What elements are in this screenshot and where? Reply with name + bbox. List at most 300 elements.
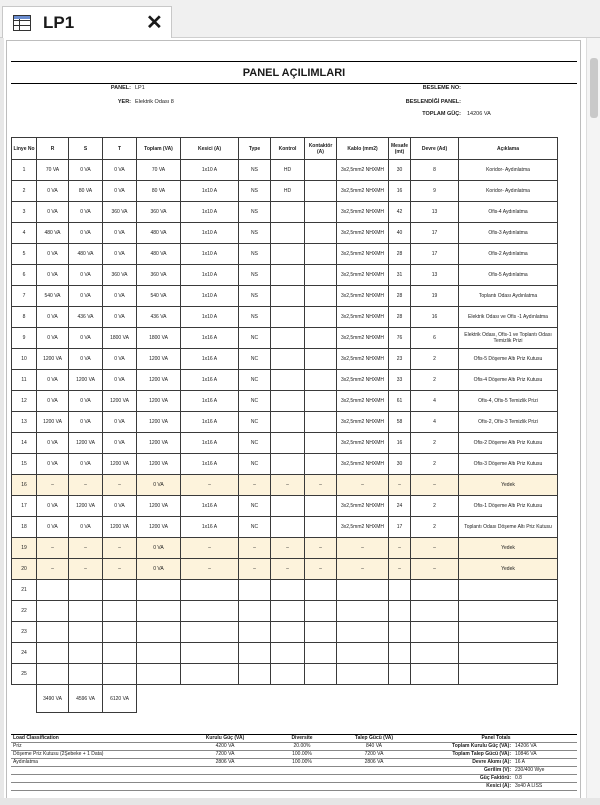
load-cell-plabel: Gerilim (V):	[415, 767, 513, 775]
tab-lp1[interactable]	[2, 6, 172, 38]
cell-kk	[305, 223, 337, 244]
cell-r: 0 VA	[37, 433, 69, 454]
cell-kon: HD	[271, 181, 305, 202]
cell-kon	[271, 664, 305, 685]
cell-kon	[271, 601, 305, 622]
cell-top: 1200 VA	[137, 496, 181, 517]
cell-top: 0 VA	[137, 559, 181, 580]
cell-top: 80 VA	[137, 181, 181, 202]
cell-mes: 28	[389, 307, 411, 328]
cell-r: 0 VA	[37, 244, 69, 265]
cell-dev: 17	[411, 244, 459, 265]
toplam-value: 14206 VA	[467, 111, 491, 117]
cell-kon	[271, 223, 305, 244]
cell-kon	[271, 286, 305, 307]
cell-mes: 17	[389, 517, 411, 538]
cell-t: 1200 VA	[103, 391, 137, 412]
cell-mes: 16	[389, 181, 411, 202]
table-row[interactable]	[12, 622, 558, 643]
cell-s: 480 VA	[69, 244, 103, 265]
cell-t: 0 VA	[103, 496, 137, 517]
cell-ac: Koridor- Aydınlatma	[459, 160, 558, 181]
cell-no: 15	[12, 454, 37, 475]
load-cell-tal	[333, 783, 415, 791]
tab-bar	[0, 0, 600, 38]
cell-dev: –	[411, 475, 459, 496]
cell-ac: Ofis-3 Döşeme Altı Priz Kutusu	[459, 454, 558, 475]
cell-top: 480 VA	[137, 223, 181, 244]
cell-ac: Toplantı Odası Döşeme Altı Priz Kutusu	[459, 517, 558, 538]
cell-type: NC	[239, 517, 271, 538]
cell-kon: –	[271, 475, 305, 496]
cell-kab: 3x2,5mm2 NHXMH	[337, 160, 389, 181]
cell-dev: 4	[411, 391, 459, 412]
cell-s: 0 VA	[69, 412, 103, 433]
table-row[interactable]	[12, 454, 558, 475]
cell-kes	[181, 643, 239, 664]
cell-ac: Ofis-2 Aydınlatma	[459, 244, 558, 265]
cell-mes	[389, 622, 411, 643]
cell-no: 5	[12, 244, 37, 265]
cell-kab: 3x2,5mm2 NHXMH	[337, 412, 389, 433]
cell-r: –	[37, 559, 69, 580]
cell-ac: Ofis-4 Aydınlatma	[459, 202, 558, 223]
cell-top: 1200 VA	[137, 370, 181, 391]
cell-s: 0 VA	[69, 202, 103, 223]
cell-no: 3	[12, 202, 37, 223]
load-cell-name	[11, 775, 179, 783]
cell-kon	[271, 622, 305, 643]
cell-dev: 2	[411, 496, 459, 517]
cell-r: 0 VA	[37, 454, 69, 475]
cell-kab: 3x2,5mm2 NHXMH	[337, 391, 389, 412]
cell-kes	[181, 580, 239, 601]
total-s: 4596 VA	[69, 685, 103, 713]
load-row	[11, 783, 577, 791]
col-header: Toplam (VA)	[137, 138, 181, 160]
cell-dev	[411, 601, 459, 622]
cell-t: 0 VA	[103, 349, 137, 370]
load-cell-name	[11, 767, 179, 775]
cell-kab: 3x2,5mm2 NHXMH	[337, 223, 389, 244]
vertical-scrollbar[interactable]	[586, 38, 600, 798]
cell-type	[239, 643, 271, 664]
cell-kes: 1x16 A	[181, 328, 239, 349]
cell-kab	[337, 664, 389, 685]
load-cell-plabel: Kesici (A):	[415, 783, 513, 791]
yer-label: YER:	[117, 99, 131, 105]
cell-type: –	[239, 559, 271, 580]
cell-kon	[271, 643, 305, 664]
cell-dev: –	[411, 559, 459, 580]
load-cell-kur	[179, 783, 271, 791]
cell-type	[239, 622, 271, 643]
table-row[interactable]	[12, 223, 558, 244]
cell-kk	[305, 496, 337, 517]
yer-value: Elektrik Odası 8	[135, 99, 174, 105]
cell-kab: 3x2,5mm2 NHXMH	[337, 265, 389, 286]
cell-kes: 1x10 A	[181, 286, 239, 307]
cell-r: 0 VA	[37, 370, 69, 391]
cell-kk	[305, 265, 337, 286]
table-row[interactable]	[12, 370, 558, 391]
cell-ac: Koridor- Aydınlatma	[459, 181, 558, 202]
cell-ac	[459, 580, 558, 601]
table-icon	[13, 15, 31, 31]
cell-mes: –	[389, 559, 411, 580]
cell-mes: 31	[389, 265, 411, 286]
cell-no: 13	[12, 412, 37, 433]
table-header	[12, 138, 558, 160]
cell-kab: –	[337, 475, 389, 496]
table-row[interactable]	[12, 286, 558, 307]
table-row[interactable]	[12, 496, 558, 517]
cell-no: 11	[12, 370, 37, 391]
table-row[interactable]	[12, 328, 558, 349]
cell-top: 1200 VA	[137, 454, 181, 475]
cell-kk	[305, 433, 337, 454]
panel-schedule-table	[11, 137, 558, 713]
table-row[interactable]	[12, 601, 558, 622]
table-row[interactable]	[12, 475, 558, 496]
cell-dev: 4	[411, 412, 459, 433]
cell-ac	[459, 622, 558, 643]
cell-ac: Toplantı Odası Aydınlatma	[459, 286, 558, 307]
cell-kk	[305, 580, 337, 601]
cell-mes: 28	[389, 286, 411, 307]
cell-dev: 8	[411, 160, 459, 181]
cell-no: 19	[12, 538, 37, 559]
cell-top	[137, 580, 181, 601]
cell-mes: 28	[389, 244, 411, 265]
cell-kab: 3x2,5mm2 NHXMH	[337, 286, 389, 307]
cell-kk	[305, 349, 337, 370]
total-r: 3490 VA	[37, 685, 69, 713]
cell-ac: Ofis-5 Aydınlatma	[459, 265, 558, 286]
cell-kes: 1x16 A	[181, 496, 239, 517]
cell-mes: 24	[389, 496, 411, 517]
cell-ac: Yedek	[459, 538, 558, 559]
cell-no: 1	[12, 160, 37, 181]
load-cell-div: 20.00%	[271, 743, 333, 751]
cell-kab: 3x2,5mm2 NHXMH	[337, 349, 389, 370]
cell-top	[137, 643, 181, 664]
load-header: Diversite	[271, 735, 333, 743]
load-cell-plabel: Toplam Kurulu Güç (VA):	[415, 743, 513, 751]
toplam-label: TOPLAM GÜÇ:	[422, 111, 461, 117]
cell-no: 21	[12, 580, 37, 601]
cell-kes: 1x16 A	[181, 454, 239, 475]
cell-kab	[337, 643, 389, 664]
table-row[interactable]	[12, 412, 558, 433]
cell-no: 24	[12, 643, 37, 664]
cell-kk	[305, 370, 337, 391]
cell-s: –	[69, 475, 103, 496]
cell-no: 23	[12, 622, 37, 643]
cell-t	[103, 622, 137, 643]
load-row	[11, 775, 577, 783]
cell-kab: –	[337, 559, 389, 580]
cell-kon: –	[271, 538, 305, 559]
cell-r: 70 VA	[37, 160, 69, 181]
cell-mes: 30	[389, 160, 411, 181]
load-cell-pval: 10846 VA	[513, 751, 577, 759]
cell-t: 0 VA	[103, 286, 137, 307]
load-cell-tal: 7200 VA	[333, 751, 415, 759]
cell-kes	[181, 664, 239, 685]
cell-mes: 40	[389, 223, 411, 244]
load-cell-kur: 7200 VA	[179, 751, 271, 759]
cell-r: 0 VA	[37, 181, 69, 202]
cell-no: 25	[12, 664, 37, 685]
cell-t: 1200 VA	[103, 517, 137, 538]
cell-top: 436 VA	[137, 307, 181, 328]
cell-no: 4	[12, 223, 37, 244]
cell-kon	[271, 307, 305, 328]
cell-r: 540 VA	[37, 286, 69, 307]
cell-mes	[389, 601, 411, 622]
table-row[interactable]	[12, 433, 558, 454]
cell-kk	[305, 601, 337, 622]
cell-no: 10	[12, 349, 37, 370]
load-cell-div	[271, 767, 333, 775]
panel-value: LP1	[135, 85, 145, 91]
cell-dev: 2	[411, 517, 459, 538]
cell-t: 1800 VA	[103, 328, 137, 349]
cell-top: 70 VA	[137, 160, 181, 181]
cell-no: 2	[12, 181, 37, 202]
cell-s: 436 VA	[69, 307, 103, 328]
load-cell-pval: 14206 VA	[513, 743, 577, 751]
cell-kes: 1x16 A	[181, 412, 239, 433]
cell-t: 360 VA	[103, 202, 137, 223]
cell-no: 6	[12, 265, 37, 286]
cell-kab: 3x2,5mm2 NHXMH	[337, 433, 389, 454]
scroll-thumb[interactable]	[590, 58, 598, 118]
cell-r: 0 VA	[37, 265, 69, 286]
cell-r: 0 VA	[37, 517, 69, 538]
cell-t	[103, 601, 137, 622]
cell-dev: 9	[411, 181, 459, 202]
cell-mes: 58	[389, 412, 411, 433]
cell-top: 0 VA	[137, 538, 181, 559]
cell-s: –	[69, 538, 103, 559]
cell-kk	[305, 202, 337, 223]
cell-t: 0 VA	[103, 307, 137, 328]
cell-ac: Elektrik Odası, Ofis-1 ve Toplantı Odası Temizlik Prizi	[459, 328, 558, 349]
cell-s: 1200 VA	[69, 433, 103, 454]
load-cell-name: Döşeme Priz Kutusu (2Şebeke + 1 Data)	[11, 751, 179, 759]
cell-kon: –	[271, 559, 305, 580]
cell-t: 1200 VA	[103, 454, 137, 475]
cell-kes: 1x10 A	[181, 265, 239, 286]
load-header: Kurulu Güç (VA)	[179, 735, 271, 743]
cell-dev	[411, 622, 459, 643]
cell-t	[103, 580, 137, 601]
cell-no: 18	[12, 517, 37, 538]
table-row[interactable]	[12, 664, 558, 685]
cell-type: NS	[239, 202, 271, 223]
cell-dev: 6	[411, 328, 459, 349]
tab-title: LP1	[43, 13, 75, 32]
cell-kab	[337, 601, 389, 622]
cell-kk	[305, 454, 337, 475]
cell-kes: 1x16 A	[181, 349, 239, 370]
load-cell-div: 100.00%	[271, 759, 333, 767]
cell-dev: 2	[411, 433, 459, 454]
cell-s	[69, 580, 103, 601]
cell-s: –	[69, 559, 103, 580]
cell-kab: 3x2,5mm2 NHXMH	[337, 307, 389, 328]
cell-kk	[305, 664, 337, 685]
cell-mes: –	[389, 538, 411, 559]
cell-kk: –	[305, 475, 337, 496]
cell-top	[137, 622, 181, 643]
cell-kon	[271, 265, 305, 286]
cell-mes: 42	[389, 202, 411, 223]
cell-kon	[271, 454, 305, 475]
left-gutter	[0, 38, 4, 798]
cell-t: 0 VA	[103, 244, 137, 265]
load-classification-table	[11, 734, 577, 791]
cell-type: NS	[239, 286, 271, 307]
cell-kon	[271, 412, 305, 433]
status-bar	[0, 798, 600, 805]
cell-no: 7	[12, 286, 37, 307]
cell-dev: 17	[411, 223, 459, 244]
cell-kk	[305, 244, 337, 265]
col-header: T	[103, 138, 137, 160]
cell-top: 1200 VA	[137, 349, 181, 370]
cell-t: 0 VA	[103, 433, 137, 454]
cell-top: 1800 VA	[137, 328, 181, 349]
table-row[interactable]	[12, 244, 558, 265]
cell-ac: Ofis-4 Döşeme Altı Priz Kutusu	[459, 370, 558, 391]
cell-kk	[305, 412, 337, 433]
cell-kes: 1x16 A	[181, 433, 239, 454]
table-row[interactable]	[12, 538, 558, 559]
cell-type: NC	[239, 370, 271, 391]
cell-no: 22	[12, 601, 37, 622]
load-cell-pval: 0.8	[513, 775, 577, 783]
cell-dev	[411, 643, 459, 664]
cell-kes: 1x10 A	[181, 160, 239, 181]
cell-s	[69, 664, 103, 685]
table-row[interactable]	[12, 643, 558, 664]
cell-r	[37, 622, 69, 643]
table-row[interactable]	[12, 517, 558, 538]
cell-no: 20	[12, 559, 37, 580]
load-cell-name: Priz	[11, 743, 179, 751]
cell-top: 1200 VA	[137, 412, 181, 433]
table-row[interactable]	[12, 265, 558, 286]
cell-kon	[271, 370, 305, 391]
cell-type: NC	[239, 391, 271, 412]
table-row[interactable]	[12, 160, 558, 181]
cell-kk	[305, 517, 337, 538]
cell-kk	[305, 160, 337, 181]
cell-top: 1200 VA	[137, 433, 181, 454]
table-row[interactable]	[12, 181, 558, 202]
cell-t: 0 VA	[103, 160, 137, 181]
cell-dev: 16	[411, 307, 459, 328]
cell-dev: 2	[411, 454, 459, 475]
load-row	[11, 743, 577, 751]
cell-kk	[305, 286, 337, 307]
cell-r	[37, 664, 69, 685]
cell-ac: Ofis-1 Döşeme Altı Priz Kutusu	[459, 496, 558, 517]
cell-dev: 2	[411, 349, 459, 370]
cell-s: 0 VA	[69, 349, 103, 370]
load-cell-div	[271, 783, 333, 791]
cell-top: 480 VA	[137, 244, 181, 265]
cell-top: 1200 VA	[137, 391, 181, 412]
cell-t: 0 VA	[103, 412, 137, 433]
table-row[interactable]	[12, 307, 558, 328]
cell-kab: 3x2,5mm2 NHXMH	[337, 370, 389, 391]
cell-t: 360 VA	[103, 265, 137, 286]
cell-kk	[305, 328, 337, 349]
cell-top: 540 VA	[137, 286, 181, 307]
cell-r	[37, 580, 69, 601]
cell-r	[37, 643, 69, 664]
totals-row	[12, 685, 558, 713]
cell-t: –	[103, 559, 137, 580]
table-row[interactable]	[12, 202, 558, 223]
cell-mes: 16	[389, 433, 411, 454]
table-row[interactable]	[12, 559, 558, 580]
cell-no: 17	[12, 496, 37, 517]
load-header: Load Classification	[11, 735, 179, 743]
cell-kon	[271, 328, 305, 349]
cell-type: NC	[239, 328, 271, 349]
cell-kk: –	[305, 538, 337, 559]
cell-kes: –	[181, 538, 239, 559]
cell-s: 1200 VA	[69, 496, 103, 517]
cell-r: –	[37, 538, 69, 559]
table-row[interactable]	[12, 349, 558, 370]
cell-r: 480 VA	[37, 223, 69, 244]
cell-kes: 1x16 A	[181, 517, 239, 538]
cell-kab: 3x2,5mm2 NHXMH	[337, 181, 389, 202]
table-row[interactable]	[12, 391, 558, 412]
divider	[11, 83, 577, 84]
col-header: S	[69, 138, 103, 160]
table-row[interactable]	[12, 580, 558, 601]
cell-t: 0 VA	[103, 181, 137, 202]
col-header: Kontrol	[271, 138, 305, 160]
close-icon[interactable]: ✕	[146, 12, 163, 34]
cell-kes: 1x16 A	[181, 370, 239, 391]
cell-top: 360 VA	[137, 265, 181, 286]
col-header: Kontaktör (A)	[305, 138, 337, 160]
col-header: R	[37, 138, 69, 160]
cell-type: NS	[239, 244, 271, 265]
load-header: Talep Gücü (VA)	[333, 735, 415, 743]
cell-ac: Elektrik Odası ve Ofis -1 Aydınlatma	[459, 307, 558, 328]
cell-kon	[271, 580, 305, 601]
cell-kab: 3x2,5mm2 NHXMH	[337, 202, 389, 223]
cell-dev: 13	[411, 202, 459, 223]
col-header: Kesici (A)	[181, 138, 239, 160]
cell-s: 80 VA	[69, 181, 103, 202]
load-header: Panel Totals	[415, 735, 577, 743]
cell-kon	[271, 496, 305, 517]
cell-s	[69, 643, 103, 664]
cell-ac: Yedek	[459, 559, 558, 580]
cell-s	[69, 601, 103, 622]
cell-r: 0 VA	[37, 391, 69, 412]
